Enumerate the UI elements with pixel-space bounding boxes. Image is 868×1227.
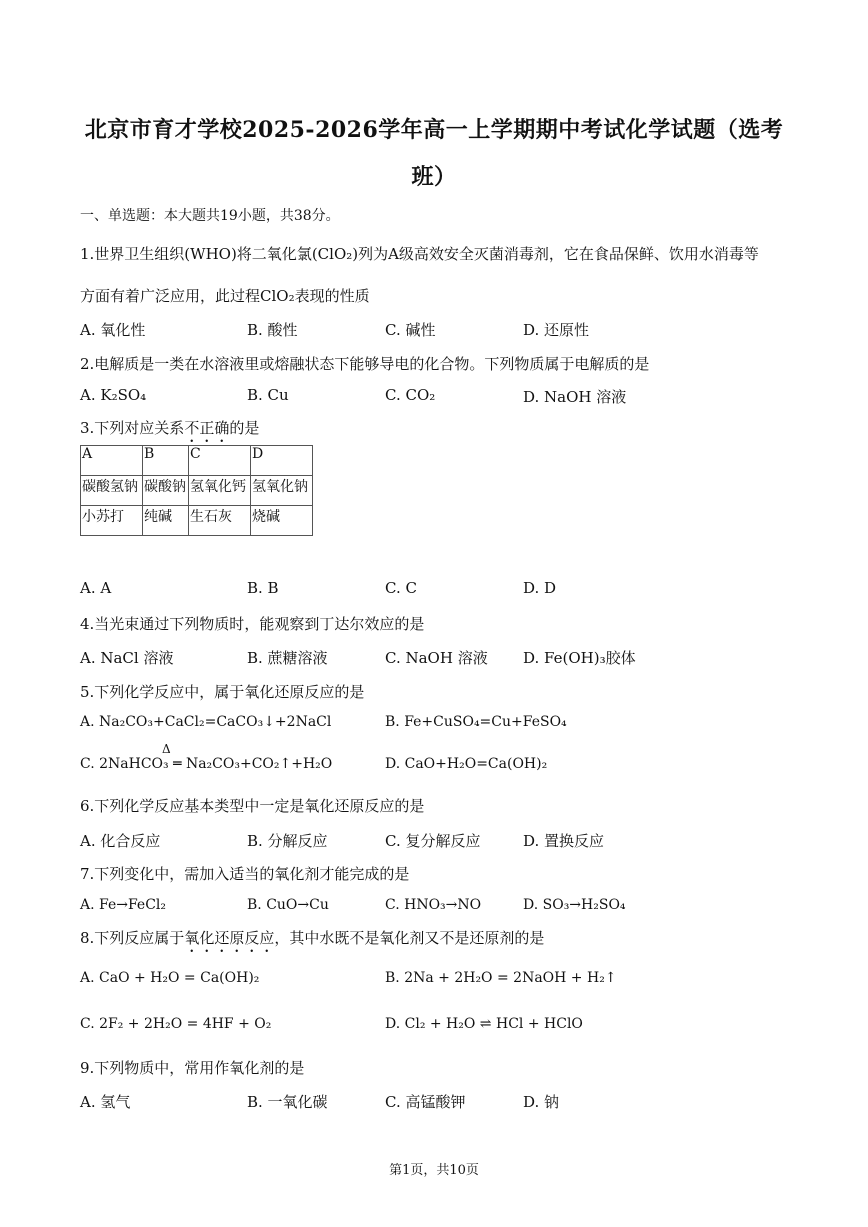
table-cell: B — [143, 446, 189, 476]
q6-option-c: C. 复分解反应 — [385, 832, 481, 850]
table-cell: D — [251, 446, 313, 476]
table-row — [81, 506, 313, 536]
q1-stem-line1: 1.世界卫生组织(WHO)将二氧化氯(ClO₂)列为A级高效安全灭菌消毒剂，它在食品保鲜、饮用水消毒等 — [80, 245, 759, 263]
q1-option-b: B. 酸性 — [247, 321, 298, 339]
q7-option-a: A. Fe→FeCl₂ — [80, 897, 167, 913]
section-heading: 一、单选题：本大题共19小题，共38分。 — [80, 208, 340, 224]
q1-option-a: A. 氧化性 — [80, 321, 146, 339]
q7-stem: 7.下列变化中，需加入适当的氧化剂才能完成的是 — [80, 865, 410, 883]
q6-option-a: A. 化合反应 — [80, 832, 161, 850]
q3-stem — [80, 417, 259, 446]
q3-stem-pre: 3.下列对应关系 — [80, 419, 185, 437]
q3-option-a: A. A — [80, 579, 112, 597]
table-cell: 纯碱 — [143, 506, 189, 536]
table-cell: 碳酸钠 — [143, 476, 189, 506]
q6-stem: 6.下列化学反应基本类型中一定是氧化还原反应的是 — [80, 797, 425, 815]
q8-option-d: D. Cl₂ + H₂O ⇌ HCl + HClO — [385, 1016, 583, 1032]
q8-stem — [80, 927, 544, 956]
heat-symbol: Δ — [162, 742, 171, 756]
q2-option-d: D. NaOH 溶液 — [523, 388, 627, 406]
q5-option-d: D. CaO+H₂O=Ca(OH)₂ — [385, 756, 548, 772]
q3-option-c: C. C — [385, 579, 417, 597]
table-cell: C — [189, 446, 251, 476]
q5-option-b: B. Fe+CuSO₄=Cu+FeSO₄ — [385, 714, 567, 730]
q2-option-b: B. Cu — [247, 386, 289, 404]
q8-stem-pre: 8.下列反应属于 — [80, 929, 185, 947]
q2-option-c: C. CO₂ — [385, 386, 436, 404]
q5-option-a: A. Na₂CO₃+CaCl₂=CaCO₃↓+2NaCl — [80, 714, 332, 730]
q4-option-c: C. NaOH 溶液 — [385, 649, 488, 667]
q9-option-a: A. 氢气 — [80, 1093, 131, 1111]
q7-option-b: B. CuO→Cu — [247, 897, 329, 913]
q2-option-a: A. K₂SO₄ — [80, 386, 147, 404]
table-cell: 碳酸氢钠 — [81, 476, 143, 506]
table-cell: A — [81, 446, 143, 476]
table-cell: 生石灰 — [189, 506, 251, 536]
table-row — [81, 446, 313, 476]
q4-option-a: A. NaCl 溶液 — [80, 649, 174, 667]
q3-stem-post: 的是 — [229, 419, 260, 437]
table-cell: 烧碱 — [251, 506, 313, 536]
q9-option-d: D. 钠 — [523, 1093, 560, 1111]
q7-option-c: C. HNO₃→NO — [385, 897, 482, 913]
page-footer: 第1页，共10页 — [389, 1163, 479, 1178]
q8-stem-emphasis: 氧化还原反应 — [184, 929, 275, 947]
q1-option-d: D. 还原性 — [523, 321, 590, 339]
table-cell: 小苏打 — [81, 506, 143, 536]
exam-title-line2: 班） — [411, 164, 457, 190]
q3-option-b: B. B — [247, 579, 279, 597]
q9-option-c: C. 高锰酸钾 — [385, 1093, 466, 1111]
q3-stem-emphasis: 不正确 — [184, 419, 230, 437]
q1-stem-line2: 方面有着广泛应用，此过程ClO₂表现的性质 — [80, 287, 370, 305]
table-cell: 氢氧化钙 — [189, 476, 251, 506]
q9-option-b: B. 一氧化碳 — [247, 1093, 328, 1111]
q7-option-d: D. SO₃→H₂SO₄ — [523, 897, 626, 913]
exam-title-line1: 北京市育才学校2025-2026学年高一上学期期中考试化学试题（选考 — [84, 117, 784, 143]
q8-option-a: A. CaO + H₂O = Ca(OH)₂ — [80, 970, 260, 986]
q4-option-d: D. Fe(OH)₃胶体 — [523, 649, 636, 667]
q5-stem: 5.下列化学反应中，属于氧化还原反应的是 — [80, 683, 365, 701]
q1-option-c: C. 碱性 — [385, 321, 436, 339]
q6-option-d: D. 置换反应 — [523, 832, 605, 850]
q3-table — [80, 445, 313, 536]
q3-option-d: D. D — [523, 579, 557, 597]
q6-option-b: B. 分解反应 — [247, 832, 328, 850]
q4-stem: 4.当光束通过下列物质时，能观察到丁达尔效应的是 — [80, 615, 425, 633]
q2-stem: 2.电解质是一类在水溶液里或熔融状态下能够导电的化合物。下列物质属于电解质的是 — [80, 355, 650, 373]
q4-option-b: B. 蔗糖溶液 — [247, 649, 328, 667]
q8-stem-post: ，其中水既不是氧化剂又不是还原剂的是 — [274, 929, 545, 947]
table-row — [81, 476, 313, 506]
q8-option-c: C. 2F₂ + 2H₂O = 4HF + O₂ — [80, 1016, 272, 1032]
q9-stem: 9.下列物质中，常用作氧化剂的是 — [80, 1059, 305, 1077]
q8-option-b: B. 2Na + 2H₂O = 2NaOH + H₂↑ — [385, 970, 617, 986]
q5-option-c: C. 2NaHCO₃ ═ Na₂CO₃+CO₂↑+H₂O — [80, 756, 333, 772]
table-cell: 氢氧化钠 — [251, 476, 313, 506]
